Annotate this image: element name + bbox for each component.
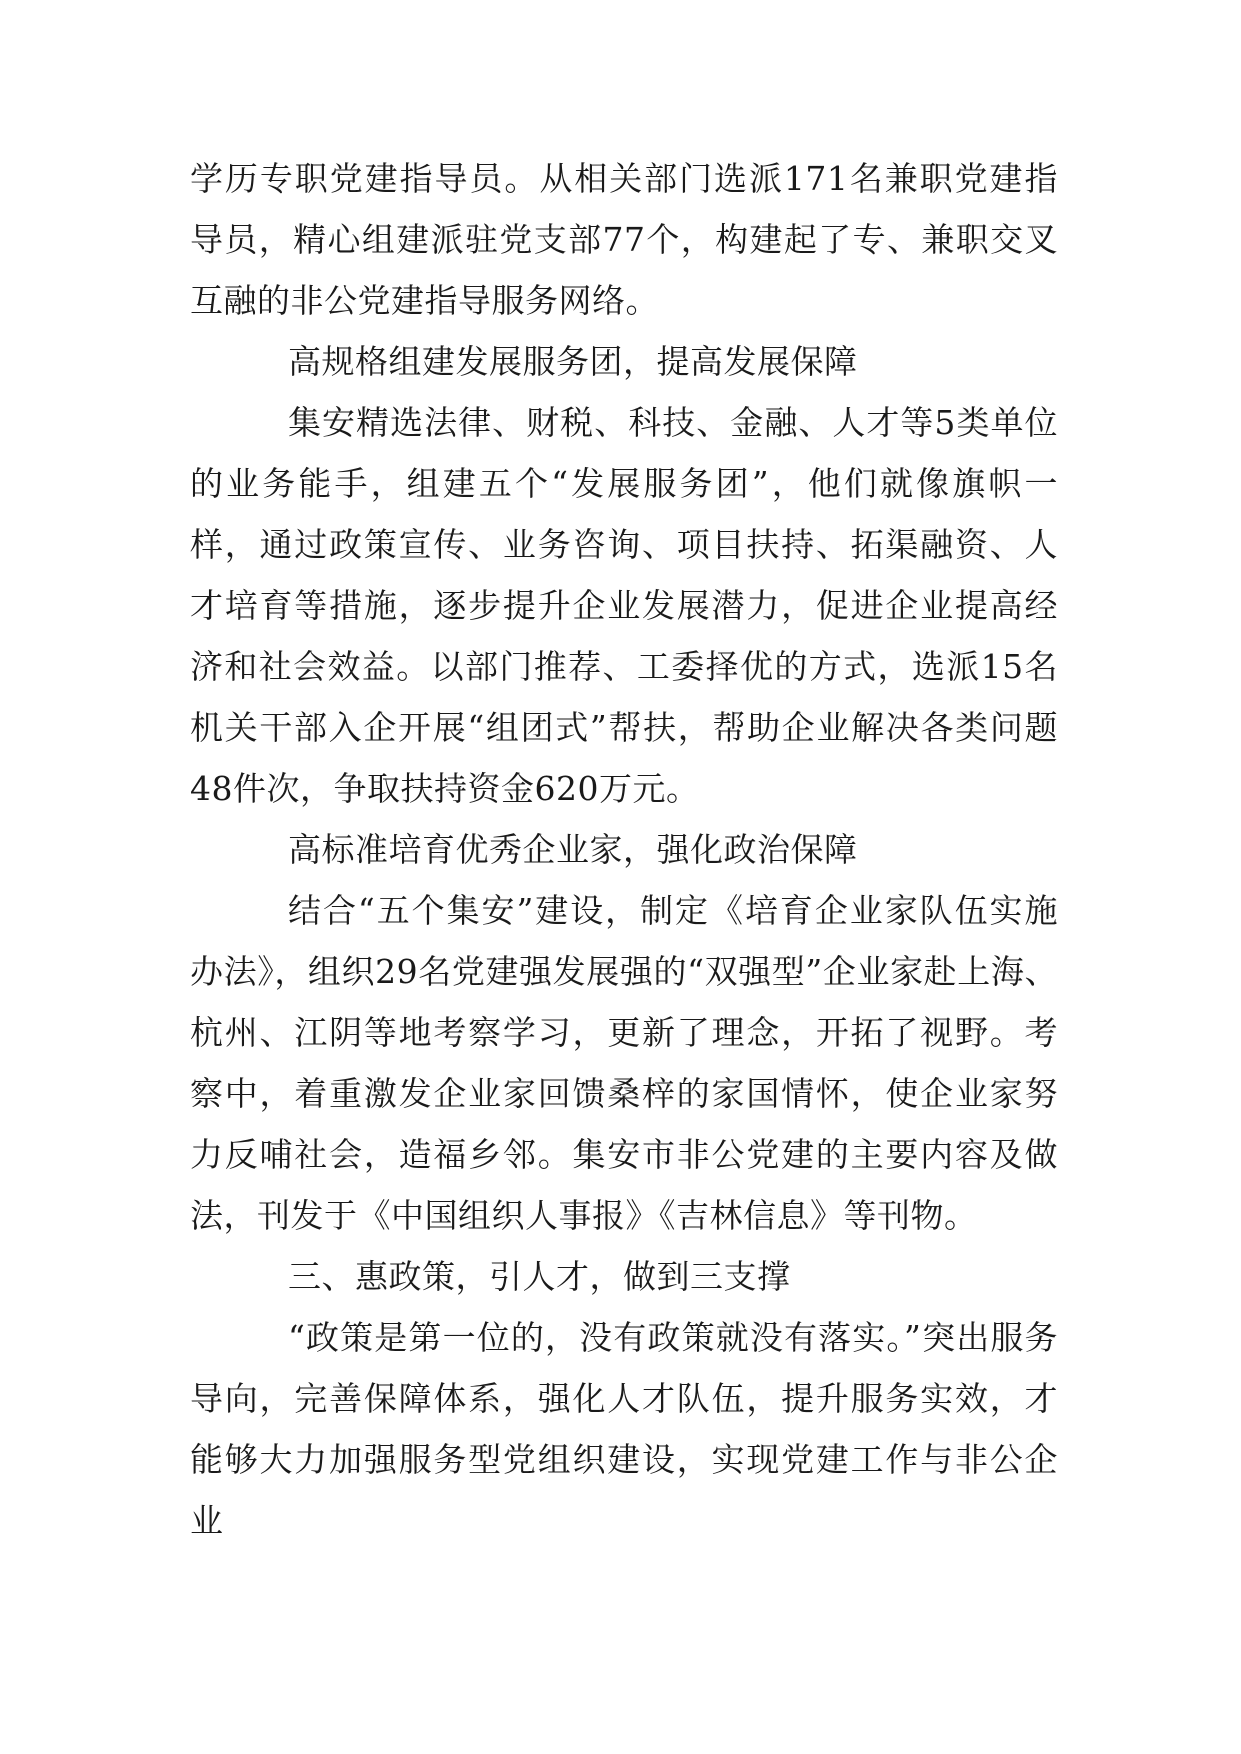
paragraph-policy: “政策是第一位的，没有政策就没有落实。”突出服务导向，完善保障体系，强化人才队伍，提升服务实效，才能够大力加强服务型党组织建设，实现党建工作与非公企业 (190, 1318, 1058, 1540)
section-heading-policy: 三、惠政策，引人才，做到三支撑 (288, 1257, 791, 1296)
paragraph-development-service: 集安精选法律、财税、科技、金融、人才等5类单位的业务能手，组建五个“发展服务团”，他们就像旗帜一样，通过政策宣传、业务咨询、项目扶持、拓渠融资、人才培育等措施，逐步提升企业发展潜力，促进企业提高经济和社会效益。以部门推荐、工委择优的方式，选派15名机关干部入企开展“组团式”帮扶，帮助企业解决各类问题48件次，争取扶持资金620万元。 (190, 403, 1058, 808)
paragraph-continuation: 学历专职党建指导员。从相关部门选派171名兼职党建指导员，精心组建派驻党支部77个，构建起了专、兼职交叉互融的非公党建指导服务网络。 (190, 159, 1058, 320)
paragraph-entrepreneur: 结合“五个集安”建设，制定《培育企业家队伍实施办法》，组织29名党建强发展强的“双强型”企业家赴上海、杭州、江阴等地考察学习，更新了理念，开拓了视野。考察中，着重激发企业家回馈桑梓的家国情怀，使企业家努力反哺社会，造福乡邻。集安市非公党建的主要内容及做法，刊发于《中国组织人事报》《吉林信息》等刊物。 (190, 891, 1058, 1235)
section-heading-development-service: 高规格组建发展服务团，提高发展保障 (288, 342, 858, 381)
document-body (190, 148, 1058, 1551)
section-heading-entrepreneur: 高标准培育优秀企业家，强化政治保障 (288, 830, 858, 869)
